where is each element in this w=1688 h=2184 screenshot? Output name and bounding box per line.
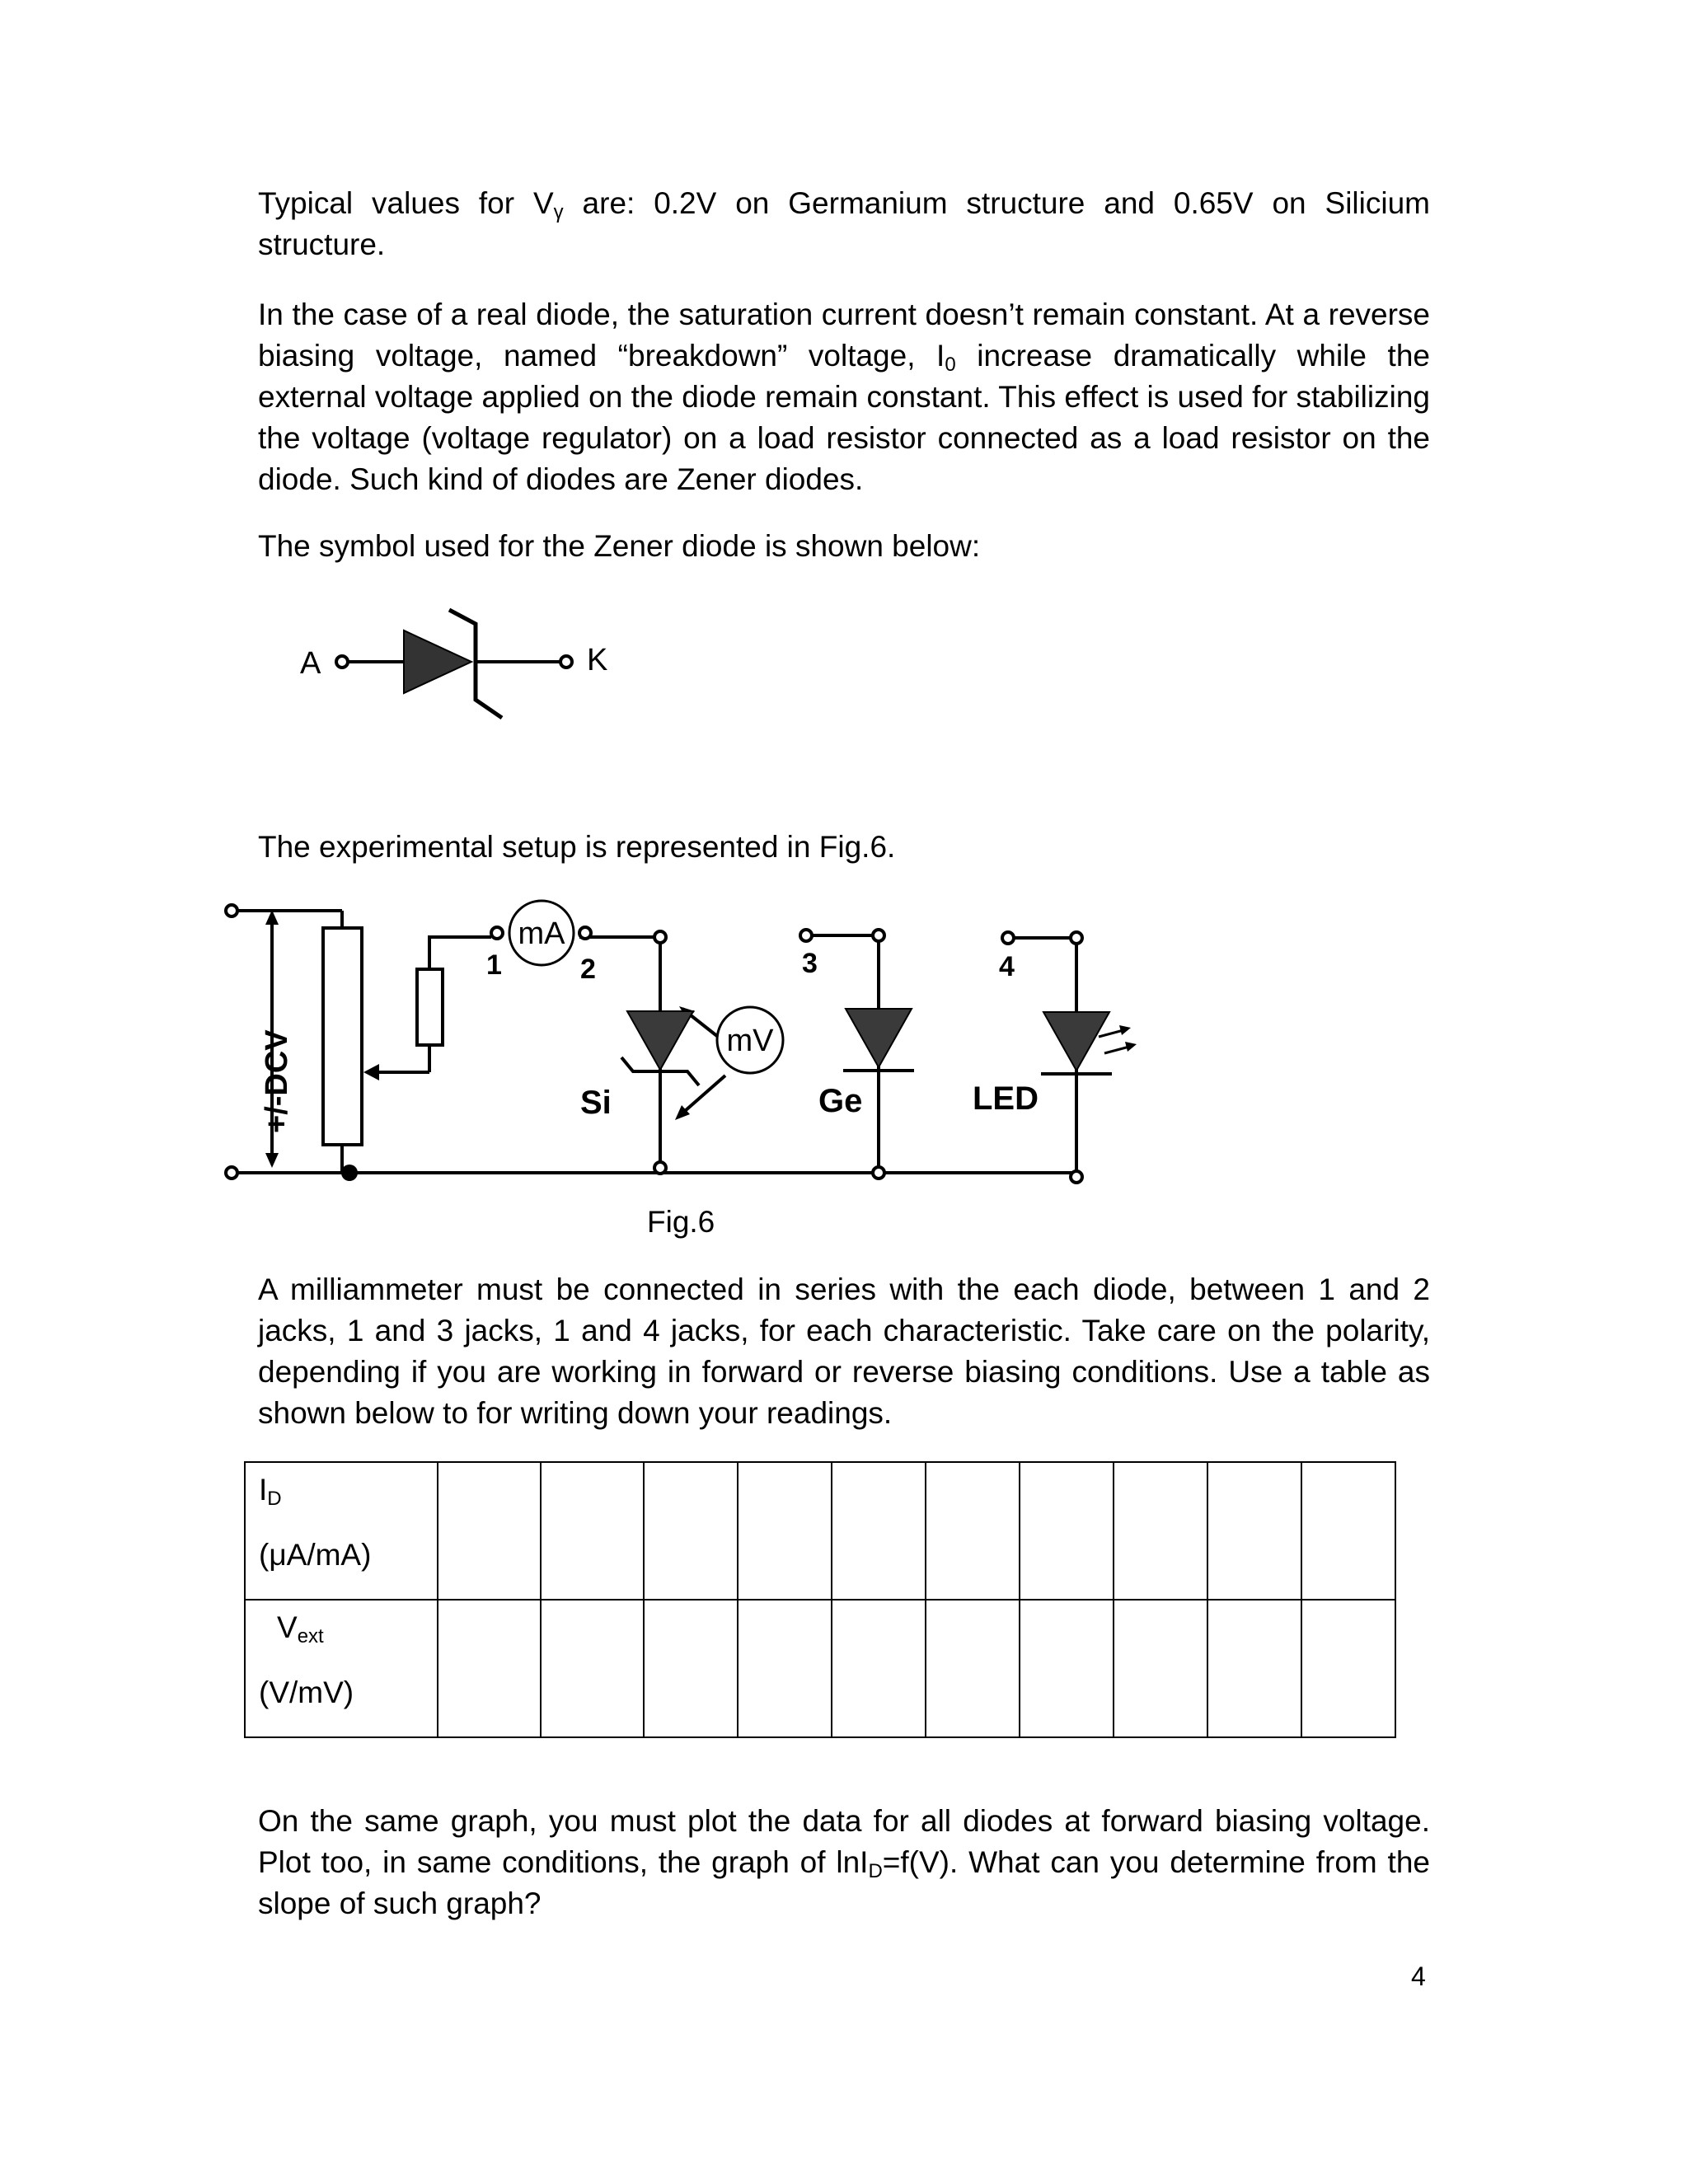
table-cell[interactable] [438, 1462, 541, 1600]
jack-2 [579, 927, 591, 939]
figure-caption: Fig.6 [647, 1205, 715, 1239]
row-header-voltage: $V_{ext}$ (V/mV) [245, 1600, 438, 1737]
supply-terminal-top [226, 905, 237, 916]
table-cell[interactable] [832, 1462, 926, 1600]
jack-1 [491, 927, 503, 939]
paragraph-setup-intro: The experimental setup is represented in Fig.6. [258, 830, 896, 864]
ge-diode [846, 1009, 912, 1067]
diode-label-ge: Ge [818, 1083, 863, 1119]
table-cell[interactable] [1114, 1462, 1207, 1600]
table-cell[interactable] [1207, 1600, 1301, 1737]
table-cell[interactable] [644, 1462, 738, 1600]
table-cell[interactable] [1020, 1462, 1114, 1600]
cathode-label: K [587, 643, 608, 677]
supply-arrow-down [265, 1153, 279, 1168]
jack-label-1: 1 [486, 949, 502, 981]
led-light-arrow-2 [1125, 1042, 1137, 1052]
table-cell[interactable] [1020, 1600, 1114, 1737]
readings-table [244, 1461, 1396, 1738]
paragraph-zener-symbol-intro: The symbol used for the Zener diode is shown below: [258, 529, 981, 563]
table-cell[interactable] [1301, 1462, 1395, 1600]
led-diode [1043, 1012, 1109, 1071]
diode-label-si: Si [580, 1085, 612, 1121]
page-number: 4 [1411, 1961, 1426, 1991]
table-cell[interactable] [926, 1600, 1020, 1737]
table-cell[interactable] [541, 1462, 644, 1600]
table-cell[interactable] [832, 1600, 926, 1737]
diode-label-led: LED [973, 1080, 1039, 1117]
si-bottom-terminal [654, 1162, 666, 1174]
row-header-current: $I_D$ (μA/mA) [245, 1462, 438, 1600]
si-top-terminal [654, 931, 666, 943]
led-light-arrow-1 [1119, 1025, 1131, 1035]
led-bottom-terminal [1071, 1171, 1082, 1183]
table-cell[interactable] [738, 1462, 832, 1600]
junction-dot [341, 1165, 358, 1181]
jack-4 [1002, 932, 1014, 944]
si-zener-diode [627, 1011, 693, 1070]
table-row-current [245, 1462, 1395, 1600]
table-row-voltage [245, 1600, 1395, 1737]
paragraph-milliammeter-instructions: A milliammeter must be connected in series with the each diode, between 1 and 2 jacks, 1 and 3 jacks, 1 and 4 jacks, for each characteristic. Take care on the polarity, depending if you are working in forward or reverse biasing conditions. Use a table as shown below to for writing down your readings. [258, 1272, 1430, 1430]
anode-label: A [300, 646, 321, 681]
supply-label: +/-DCV [260, 1029, 294, 1133]
led-top-terminal [1071, 932, 1082, 944]
jack-label-3: 3 [802, 948, 818, 979]
voltmeter-label: mV [726, 1024, 774, 1058]
series-resistor [417, 969, 443, 1045]
zener-diode-symbol [280, 598, 626, 729]
table-cell[interactable] [1207, 1462, 1301, 1600]
table-cell[interactable] [438, 1600, 541, 1737]
jack-label-2: 2 [580, 954, 596, 985]
circuit-diagram-fig6 [221, 874, 1193, 1203]
paragraph-plot-instructions: On the same graph, you must plot the data for all diodes at forward biasing voltage. Plot too, in same conditions, the graph of lnI$_D$=f(V). What can you determine from the slope of such graph? [258, 1804, 1430, 1920]
supply-terminal-bottom [226, 1167, 237, 1179]
ge-top-terminal [873, 930, 884, 941]
ge-bottom-terminal [873, 1167, 884, 1179]
cathode-terminal [560, 656, 572, 668]
table-cell[interactable] [738, 1600, 832, 1737]
jack-label-4: 4 [999, 951, 1015, 982]
potentiometer [323, 928, 362, 1145]
ammeter-label: mA [518, 916, 565, 951]
anode-terminal [336, 656, 348, 668]
table-cell[interactable] [1301, 1600, 1395, 1737]
paragraph-typical-values: Typical values for $V_\gamma$ are: 0.2V on Germanium structure and 0.65V on Silicium structure. [258, 186, 1430, 261]
table-cell[interactable] [541, 1600, 644, 1737]
jack-3 [800, 930, 812, 941]
table-cell[interactable] [926, 1462, 1020, 1600]
wiper-arrowhead [363, 1064, 379, 1080]
table-cell[interactable] [644, 1600, 738, 1737]
table-cell[interactable] [1114, 1600, 1207, 1737]
paragraph-zener-explanation: In the case of a real diode, the saturation current doesn’t remain constant. At a reverse biasing voltage, named “breakdown” voltage, $I_0$ increase dramatically while the external voltage applied on the diode remain constant. This effect is used for stabilizing the voltage (voltage regulator) on a load resistor connected as a load resistor on the diode. Such kind of diodes are Zener diodes. [258, 298, 1430, 496]
diode-triangle [404, 630, 471, 693]
